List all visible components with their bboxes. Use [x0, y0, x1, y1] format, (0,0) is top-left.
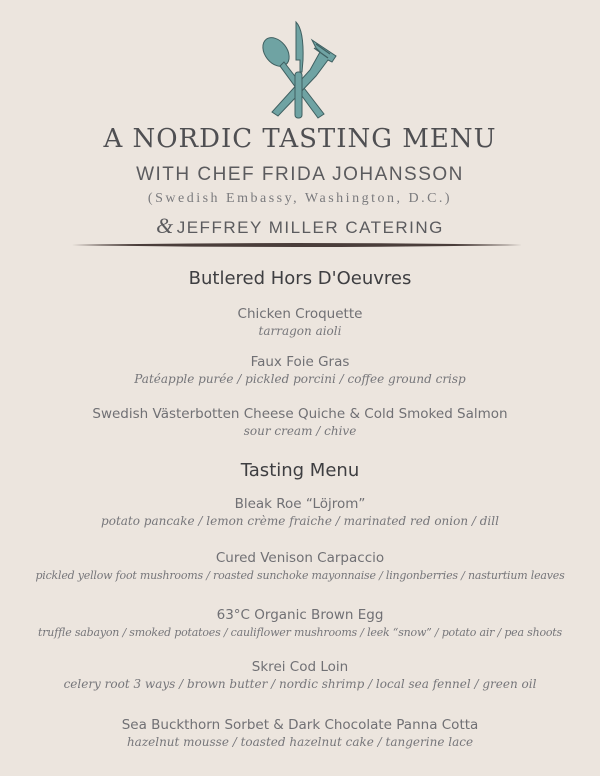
dish-item — [0, 549, 600, 584]
dish-description: celery root 3 ways / brown butter / nordic shrimp / local sea fennel / green oil — [63, 677, 537, 691]
dish-item — [0, 606, 600, 641]
dish-name: Swedish Västerbotten Cheese Quiche & Cold Smoked Salmon — [92, 406, 508, 422]
dish-description: Patéapple purée / pickled porcini / coffee ground crisp — [134, 372, 466, 386]
dish-item — [0, 405, 600, 440]
dish-description: tarragon aioli — [258, 324, 342, 338]
section-title-hors-doeuvres: Butlered Hors D'Oeuvres — [188, 268, 412, 289]
dish-name: Faux Foie Gras — [250, 354, 350, 370]
menu-title: A NORDIC TASTING MENU — [103, 124, 497, 154]
dish-item — [0, 305, 600, 340]
divider-rule — [72, 240, 522, 250]
dish-name: Cured Venison Carpaccio — [215, 550, 385, 566]
dish-name: Bleak Roe “Löjrom” — [234, 496, 366, 512]
dish-description: truffle sabayon / smoked potatoes / cauliflower mushrooms / leek “snow” / potato air / pea shoots — [38, 626, 562, 639]
chef-line: WITH CHEF FRIDA JOHANSSON — [136, 164, 464, 185]
caterer-name: JEFFREY MILLER CATERING — [176, 218, 444, 237]
dish-description: hazelnut mousse / toasted hazelnut cake / tangerine lace — [126, 735, 474, 749]
section-title-tasting-menu: Tasting Menu — [240, 460, 360, 481]
dish-description: sour cream / chive — [243, 424, 357, 438]
ampersand: & — [156, 213, 175, 238]
dish-description: pickled yellow foot mushrooms / roasted sunchoke mayonnaise / lingonberries / nasturtium leaves — [35, 569, 565, 582]
dish-name: Sea Buckthorn Sorbet & Dark Chocolate Panna Cotta — [121, 717, 479, 733]
dish-item — [0, 353, 600, 388]
dish-name: Chicken Croquette — [237, 306, 363, 322]
dish-description: potato pancake / lemon crème fraiche / marinated red onion / dill — [101, 514, 499, 528]
embassy-line: (Swedish Embassy, Washington, D.C.) — [147, 191, 453, 206]
caterer-line — [0, 214, 600, 240]
dish-name: 63°C Organic Brown Egg — [216, 607, 384, 623]
dish-item — [0, 495, 600, 530]
dish-name: Skrei Cod Loin — [251, 659, 349, 675]
dish-item — [0, 658, 600, 693]
dish-item — [0, 716, 600, 751]
spoon-fork-crossed-icon — [256, 20, 340, 120]
